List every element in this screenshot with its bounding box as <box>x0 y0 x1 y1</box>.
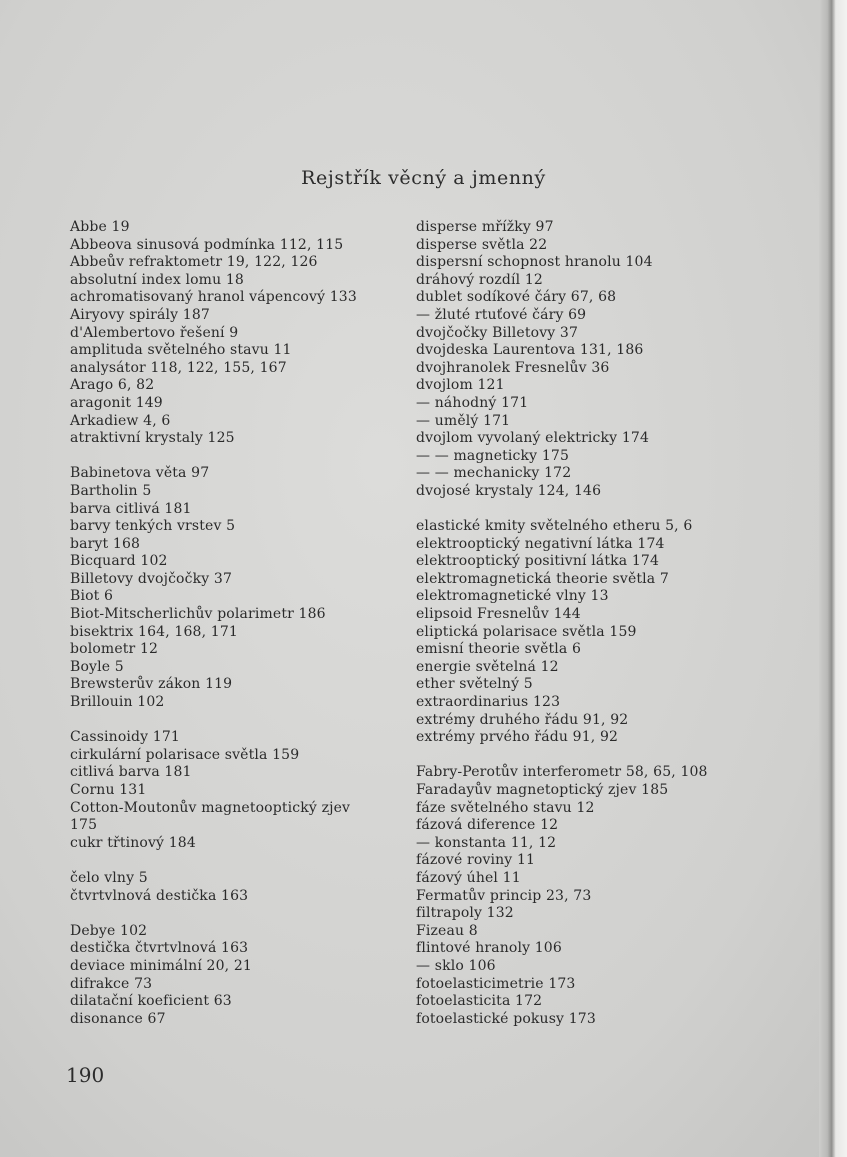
index-entry: Arkadiew 4, 6 <box>70 412 171 429</box>
index-entry: čelo vlny 5 <box>70 869 148 886</box>
index-entry: absolutní index lomu 18 <box>70 271 244 288</box>
index-entry: fáze světelného stavu 12 <box>416 799 595 816</box>
index-entry: — náhodný 171 <box>416 394 529 411</box>
index-entry: cirkulární polarisace světla 159 <box>70 746 300 763</box>
index-entry: elastické kmity světelného etheru 5, 6 <box>416 518 693 535</box>
index-entry: Billetovy dvojčočky 37 <box>70 570 233 587</box>
index-entry: disperse mřížky 97 <box>416 219 554 235</box>
index-entry: Arago 6, 82 <box>70 377 155 394</box>
index-entry: dvojčočky Billetovy 37 <box>416 324 579 341</box>
index-entry: Brewsterův zákon 119 <box>70 676 233 693</box>
index-entry: destička čtvrtvlnová 163 <box>70 940 249 957</box>
index-entry: flintové hranoly 106 <box>416 940 562 957</box>
index-entry: Abbeův refraktometr 19, 122, 126 <box>70 254 318 271</box>
index-entry: amplituda světelného stavu 11 <box>70 342 292 359</box>
index-entry: dvojlom 121 <box>416 377 505 394</box>
index-entry: Babinetova věta 97 <box>70 465 210 482</box>
index-entry: — — mechanicky 172 <box>416 465 572 482</box>
index-entry: bisektrix 164, 168, 171 <box>70 623 238 640</box>
index-entry: Cassinoidy 171 <box>70 729 180 746</box>
index-entry: Bartholin 5 <box>70 482 152 499</box>
section-gap <box>70 905 390 923</box>
page-title: Rejstřík věcný a jmenný <box>301 167 546 189</box>
index-entry: — sklo 106 <box>416 957 496 974</box>
index-entry: čtvrtvlnová destička 163 <box>70 887 249 904</box>
index-entry: disonance 67 <box>70 1010 166 1027</box>
index-entry: — — magneticky 175 <box>416 447 569 464</box>
index-entry: Debye 102 <box>70 922 148 939</box>
index-entry: Abbeova sinusová podmínka 112, 115 <box>70 236 344 253</box>
index-column-left <box>70 219 390 1028</box>
index-entry: Faradayův magnetoptický zjev 185 <box>416 782 669 798</box>
index-entry: elektromagnetické vlny 13 <box>416 588 609 605</box>
index-entry: dilatační koeficient 63 <box>70 993 232 1010</box>
index-entry: citlivá barva 181 <box>70 764 192 781</box>
index-entry: Biot 6 <box>70 588 114 605</box>
index-entry: elektrooptický positivní látka 174 <box>416 553 660 570</box>
page-number: 190 <box>66 1063 105 1087</box>
index-entry: barvy tenkých vrstev 5 <box>70 518 236 535</box>
index-entry: — žluté rtuťové čáry 69 <box>416 306 587 323</box>
index-entry: Brillouin 102 <box>70 694 165 711</box>
index-entry: fotoelasticimetrie 173 <box>416 975 576 992</box>
index-entry: analysátor 118, 122, 155, 167 <box>70 359 287 376</box>
index-entry: atraktivní krystaly 125 <box>70 430 235 447</box>
index-entry: eliptická polarisace světla 159 <box>416 623 637 640</box>
index-entry: Airyovy spirály 187 <box>70 306 210 323</box>
index-entry: ether světelný 5 <box>416 676 533 693</box>
index-entry: Abbe 19 <box>70 219 130 235</box>
index-entry: dispersní schopnost hranolu 104 <box>416 254 653 271</box>
index-entry: Boyle 5 <box>70 658 124 675</box>
index-entry: — konstanta 11, 12 <box>416 834 557 851</box>
index-entry: Bicquard 102 <box>70 553 168 570</box>
index-entry: difrakce 73 <box>70 975 153 992</box>
index-entry: aragonit 149 <box>70 394 163 411</box>
index-entry: deviace minimální 20, 21 <box>70 957 252 974</box>
index-entry: dublet sodíkové čáry 67, 68 <box>416 289 617 306</box>
index-entry: achromatisovaný hranol vápencový 133 <box>70 289 357 306</box>
index-entry: extraordinarius 123 <box>416 694 561 711</box>
section-gap <box>70 448 390 466</box>
index-entry: dvojosé krystaly 124, 146 <box>416 482 602 499</box>
index-entry: Cotton-Moutonův magnetooptický zjev <box>70 799 351 816</box>
index-entry: baryt 168 <box>70 535 141 552</box>
index-entry: dráhový rozdíl 12 <box>416 271 543 288</box>
index-entry: Fizeau 8 <box>416 922 478 939</box>
index-entry: extrémy prvého řádu 91, 92 <box>416 729 619 746</box>
index-column-right <box>416 219 716 1028</box>
index-entry: disperse světla 22 <box>416 236 548 253</box>
section-gap <box>70 852 390 870</box>
index-entry: — umělý 171 <box>416 412 511 429</box>
index-entry: dvojhranolek Fresnelův 36 <box>416 359 610 376</box>
index-entry: cukr třtinový 184 <box>70 834 196 851</box>
index-entry: fotoelasticita 172 <box>416 993 543 1010</box>
index-entry: filtrapoly 132 <box>416 905 514 922</box>
index-entry: elipsoid Fresnelův 144 <box>416 606 581 623</box>
index-entry: Biot-Mitscherlichův polarimetr 186 <box>70 606 326 623</box>
section-gap <box>70 712 390 730</box>
index-entry: fázové roviny 11 <box>416 852 536 869</box>
index-entry: fázový úhel 11 <box>416 869 521 886</box>
index-entry: Fabry-Perotův interferometr 58, 65, 108 <box>416 764 708 781</box>
index-entry: dvojlom vyvolaný elektricky 174 <box>416 430 650 447</box>
index-entry: energie světelná 12 <box>416 658 559 675</box>
index-entry: fázová diference 12 <box>416 817 559 834</box>
index-entry: bolometr 12 <box>70 641 159 658</box>
index-entry: 175 <box>70 817 98 834</box>
index-entry: emisní theorie světla 6 <box>416 641 582 658</box>
index-entry: elektromagnetická theorie světla 7 <box>416 570 669 587</box>
index-entry: extrémy druhého řádu 91, 92 <box>416 711 629 728</box>
index-entry: Fermatův princip 23, 73 <box>416 887 592 904</box>
index-entry: Cornu 131 <box>70 782 147 798</box>
index-entry: barva citlivá 181 <box>70 500 192 517</box>
section-gap <box>416 501 716 519</box>
index-entry: dvojdeska Laurentova 131, 186 <box>416 342 644 359</box>
index-entry: d'Alembertovo řešení 9 <box>70 324 239 341</box>
section-gap <box>416 747 716 765</box>
index-entry: fotoelastické pokusy 173 <box>416 1010 596 1027</box>
index-entry: elektrooptický negativní látka 174 <box>416 535 665 552</box>
